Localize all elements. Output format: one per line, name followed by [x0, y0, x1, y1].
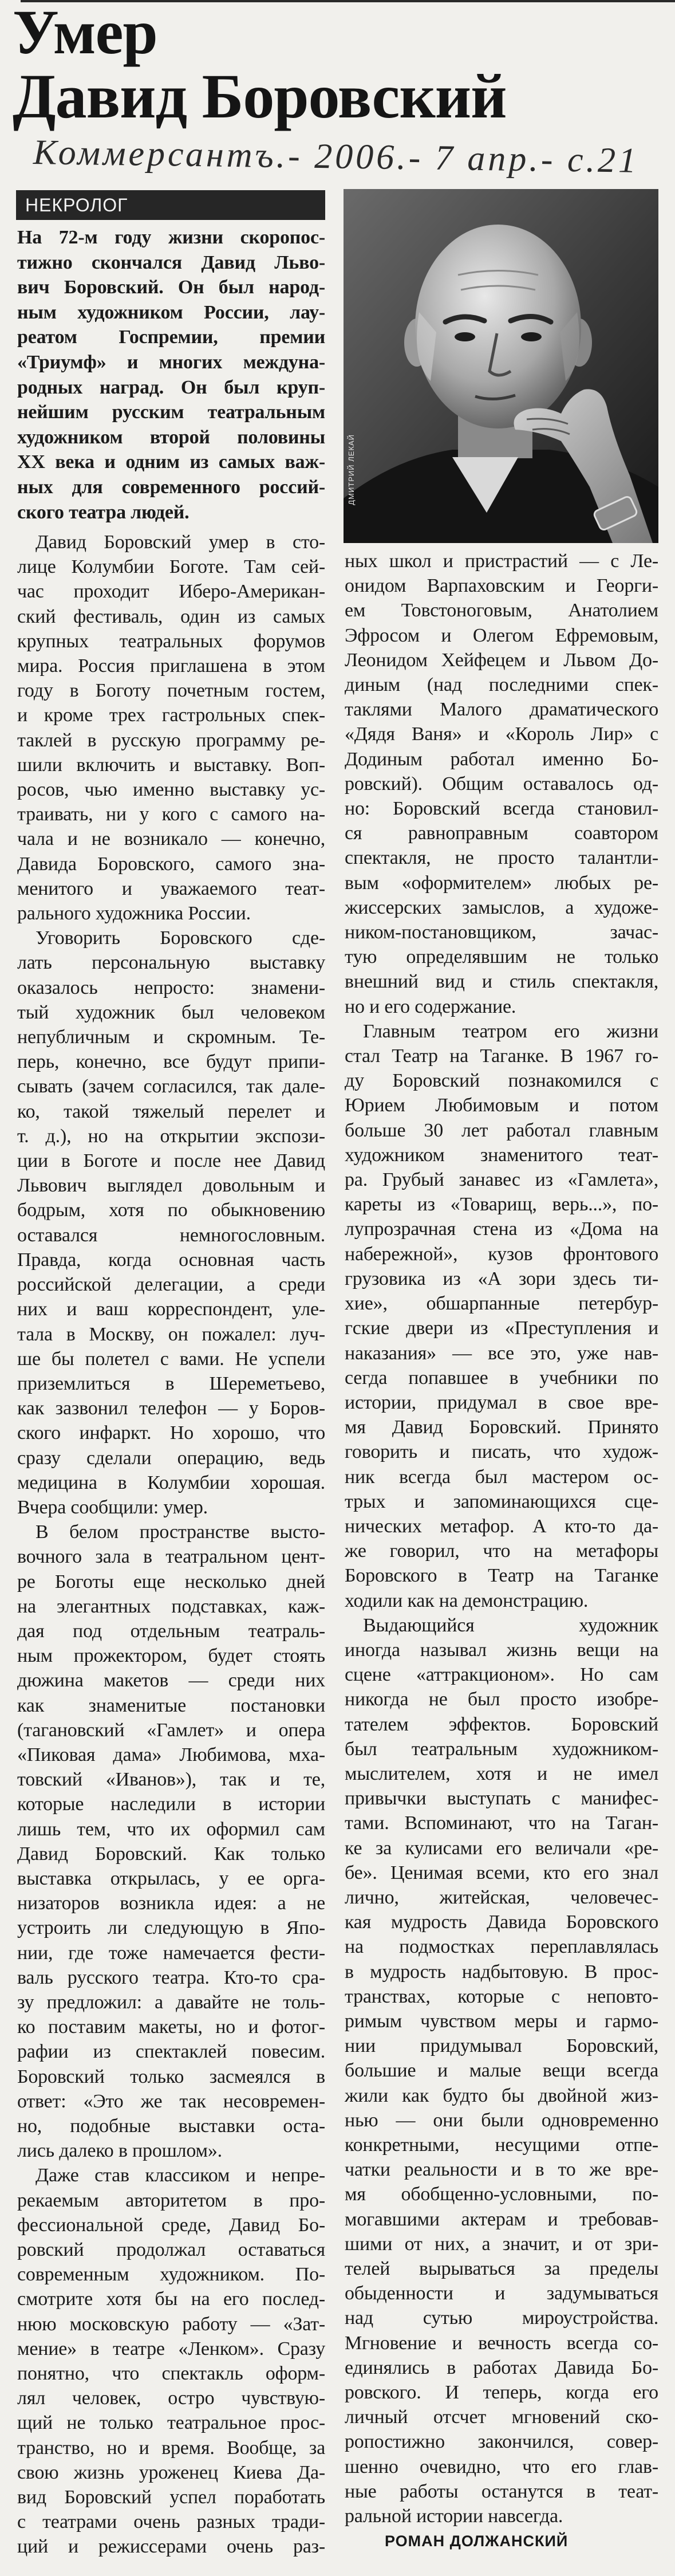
text-line: бе». Ценимая всеми, кто его знал: [345, 1862, 658, 1883]
text-line: бодрым, хотя по обыкновению: [17, 1199, 325, 1221]
text-line: ным прожектором, будет стоять: [17, 1645, 325, 1667]
text-line: Львович выглядел довольным и: [17, 1175, 325, 1197]
text-line: над сутью мироустройства.: [345, 2307, 658, 2329]
text-line: «Триумф» и многих междуна-: [17, 351, 325, 373]
text-line: Правда, когда основная часть: [17, 1249, 325, 1271]
text-line: чатки реальности и в то же вре-: [345, 2159, 658, 2181]
text-line: но, подобные выставки оста-: [17, 2115, 325, 2137]
text-line: сывать (зачем согласился, так дале-: [17, 1076, 325, 1098]
handwritten-citation-note: Коммерсантъ.- 2006.- 7 апр.- с.21: [33, 133, 640, 180]
text-line: реатом Госпремии, премии: [17, 327, 325, 348]
text-line: (тагановский «Гамлет» и опера: [17, 1719, 325, 1741]
text-line: ции в Боготе и после нее Давид: [17, 1150, 325, 1172]
text-line: сегда попавшее в учебники по: [345, 1367, 658, 1389]
text-line: нюю московскую работу — «Зат-: [17, 2313, 325, 2335]
text-line: мя обобщенно-условными, по-: [345, 2184, 658, 2205]
text-line: наказания» — все это, уже нав-: [345, 1342, 658, 1364]
text-line: Главным театром его жизни: [363, 1020, 658, 1042]
text-line: ходили как на демонстрацию.: [345, 1590, 589, 1611]
headline-line-2: Давид Боровский: [13, 61, 507, 131]
text-line: фессиональной среде, Давид Бо-: [17, 2214, 325, 2236]
text-line: ского театра людей.: [17, 501, 190, 523]
text-line: трых и запоминающихся сце-: [345, 1490, 658, 1512]
text-line: ным художником России, лау-: [17, 301, 325, 323]
photo-credit: ДМИТРИЙ ЛЕКАЙ: [347, 434, 356, 505]
text-line: ем Товстоноговым, Анатолием: [345, 600, 658, 622]
text-line: тами. Вспоминают, что на Таган-: [345, 1812, 658, 1834]
text-line: Вчера сообщили: умер.: [17, 1496, 208, 1518]
text-line: ответ: «Это же так несовремен-: [17, 2090, 325, 2112]
text-line: Боровский только засмеялся в: [17, 2066, 325, 2087]
text-line: ра. Грубый занавес из «Гамлета»,: [345, 1169, 658, 1191]
left-column: [17, 530, 325, 2559]
text-line: мение» в театре «Ленком». Сразу: [17, 2338, 325, 2359]
text-line: ского инфаркт. Но хорошо, что: [17, 1422, 325, 1444]
text-line: тый художник был человеком: [17, 1001, 325, 1023]
text-line: тую определявшим не только: [345, 946, 658, 968]
text-line: современным художником. По-: [17, 2264, 325, 2286]
text-line: таклями Малого драматического: [345, 699, 658, 721]
text-line: ре Боготы еще несколько дней: [17, 1571, 325, 1592]
text-line: стал Театр на Таганке. В 1967 го-: [345, 1045, 658, 1067]
text-line: личный отсчет мгновений ско-: [345, 2406, 658, 2428]
text-line: привычки выступать с манифес-: [345, 1788, 658, 1810]
text-line: щий не только театральное прос-: [17, 2412, 325, 2434]
text-line: набережной», кузов фронтового: [345, 1243, 658, 1265]
text-line: выставка открылась, у ее орга-: [17, 1867, 325, 1889]
paragraph: [17, 530, 325, 926]
text-line: лично, житейская, человечес-: [345, 1886, 658, 1908]
text-line: сразу сделали операцию, ведь: [17, 1447, 325, 1469]
text-line: ные работы останутся в теат-: [345, 2480, 658, 2502]
text-line: художником знаменитого теат-: [345, 1144, 658, 1166]
text-line: ных школ и пристрастий — с Ле-: [345, 550, 658, 572]
text-line: нических метафор. А кто-то да-: [345, 1515, 658, 1537]
text-line: лать персональную выставку: [17, 952, 325, 974]
text-line: истории, придумал в свое вре-: [345, 1391, 658, 1413]
text-line: в мудрость надбытовую. В прос-: [345, 1961, 658, 1983]
text-line: на подмостках переплавлялась: [345, 1936, 658, 1958]
text-line: товский «Иванов»), так и те,: [17, 1769, 325, 1791]
paragraph: [345, 549, 658, 1019]
text-line: Додиным работал именно Бо-: [345, 748, 658, 770]
text-line: тателем эффектов. Боровский: [345, 1713, 658, 1735]
text-line: мя Давид Боровский. Принято: [345, 1417, 658, 1438]
text-line: телей вырываться за пределы: [345, 2258, 658, 2280]
text-line: нейшим русским театральным: [17, 402, 325, 423]
text-line: час проходит Иберо-Американ-: [17, 581, 325, 603]
text-line: сцене «аттракционом». Но сам: [345, 1664, 658, 1686]
text-line: больше 30 лет работал главным: [345, 1119, 658, 1141]
paragraph: [17, 2163, 325, 2559]
text-line: Уговорить Боровского сде-: [35, 927, 325, 949]
text-line: перь, конечно, все будут припи-: [17, 1051, 325, 1073]
text-line: Давид Боровский. Как только: [17, 1843, 325, 1865]
text-line: и кроме трех гастрольных спек-: [17, 705, 325, 726]
text-line: смотрите хотя бы на его послед-: [17, 2288, 325, 2310]
text-line: лял человек, остро чувствую-: [17, 2388, 325, 2409]
text-line: траивать, ни у кого с самого на-: [17, 804, 325, 825]
text-line: рафии из спектаклей повесим.: [17, 2041, 325, 2063]
text-line: Боровского в Театр на Таганке: [345, 1565, 658, 1587]
text-line: же говорил, что на метафоры: [345, 1540, 658, 1562]
text-line: был театральным художником-: [345, 1738, 658, 1760]
text-line: Даже став классиком и непре-: [35, 2165, 325, 2186]
text-line: на элегантных подставках, каж-: [17, 1595, 325, 1617]
text-line: «Пиковая дама» Любимова, мха-: [17, 1744, 325, 1765]
text-line: мира. Россия приглашена в этом: [17, 655, 325, 677]
portrait-photo: [344, 189, 658, 543]
text-line: ся равноправным соавтором: [345, 823, 658, 844]
paragraph: [345, 1019, 658, 1613]
portrait-image: [344, 189, 658, 543]
text-line: крупных театральных форумов: [17, 630, 325, 652]
text-line: устроить ли следующую в Япо-: [17, 1917, 325, 1939]
headline: [13, 0, 507, 131]
text-line: т. д.), но на открытии экспози-: [17, 1125, 325, 1147]
text-line: ду Боровский познакомился с: [345, 1070, 658, 1092]
text-line: с театрами очень разных тради-: [17, 2511, 325, 2533]
text-line: римым чувством меры и гармо-: [345, 2010, 658, 2032]
text-line: тала в Москву, он пожалел: луч-: [17, 1323, 325, 1345]
text-line: Леонидом Хейфецем и Львом До-: [345, 649, 658, 671]
text-line: кая мудрость Давида Боровского: [345, 1912, 658, 1933]
text-line: ровский). Общим оставалось од-: [345, 773, 658, 795]
text-line: году в Боготу почетным гостем,: [17, 680, 325, 702]
text-line: ке за кулисами его величали «ре-: [345, 1837, 658, 1859]
text-line: ропостижно закончился, совер-: [345, 2431, 658, 2453]
text-line: вым «оформителем» любых ре-: [345, 872, 658, 894]
text-line: чала и не возникало — конечно,: [17, 828, 325, 850]
text-line: ником-постановщиком, зачас-: [345, 922, 658, 943]
text-line: вочного зала в театральном цент-: [17, 1546, 325, 1568]
text-line: шими от них, а значит, и от зри-: [345, 2233, 658, 2255]
text-line: онидом Варпаховским и Георги-: [345, 575, 658, 597]
text-line: говорить и писать, что худож-: [345, 1441, 658, 1463]
text-line: вид Боровский успел поработать: [17, 2487, 325, 2508]
text-line: «Дядя Ваня» и «Король Лир» с: [345, 723, 658, 745]
text-line: лупрозрачная стена из «Дома на: [345, 1218, 658, 1240]
text-line: кареты из «Товарищ, верь...», по-: [345, 1194, 658, 1216]
lead-paragraph: [17, 225, 325, 525]
text-line: Эфросом и Олегом Ефремовым,: [345, 624, 658, 646]
text-line: как знаменитые постановки: [17, 1694, 325, 1716]
text-line: Мгновение и вечность всегда со-: [345, 2332, 658, 2354]
right-column: [345, 549, 658, 2554]
paragraph: [17, 926, 325, 1520]
text-line: свою жизнь уроженец Киева Да-: [17, 2461, 325, 2483]
text-line: XX века и одним из самых важ-: [17, 451, 325, 473]
text-line: понятно, что спектакль оформ-: [17, 2363, 325, 2385]
text-line: Давида Боровского, самого зна-: [17, 853, 325, 875]
text-line: них и ваш корреспондент, уле-: [17, 1299, 325, 1320]
text-line: валь русского театра. Кто-то сра-: [17, 1967, 325, 1988]
text-line: приземлиться в Шереметьево,: [17, 1372, 325, 1394]
text-line: тижно скончался Давид Льво-: [17, 251, 325, 273]
text-line: транствах, которые с неповто-: [345, 1985, 658, 2007]
text-line: лишь тем, что их оформил сам: [17, 1818, 325, 1840]
rubric-label: НЕКРОЛОГ: [16, 190, 325, 220]
text-line: диным (над последними спек-: [345, 674, 658, 696]
text-line: менитого и уважаемого теат-: [17, 878, 325, 899]
paragraph: [17, 1520, 325, 2163]
text-line: шили включить и выставку. Воп-: [17, 754, 325, 776]
text-line: Выдающийся художник: [363, 1614, 658, 1636]
text-line: нью — они были одновременно: [345, 2109, 658, 2131]
text-line: рального художника России.: [17, 903, 251, 925]
text-line: художником второй половины: [17, 426, 325, 448]
text-line: лице Колумбии Боготе. Там сей-: [17, 556, 325, 578]
text-line: как зазвонил телефон — у Боров-: [17, 1398, 325, 1419]
author-byline: РОМАН ДОЛЖАНСКИЙ: [385, 2532, 569, 2550]
text-line: которые наследили в истории: [17, 1794, 325, 1815]
text-line: ко, такой тяжелый перелет и: [17, 1100, 325, 1122]
text-line: шенно очевидно, что его глав-: [345, 2456, 658, 2477]
text-line: дюжина макетов — среди них: [17, 1670, 325, 1692]
text-line: гские двери из «Преступления и: [345, 1318, 658, 1339]
paragraph: [345, 1613, 658, 2529]
text-line: низаторов возникла идея: а не: [17, 1893, 325, 1914]
text-line: иногда называл жизнь вещи на: [345, 1639, 658, 1661]
text-line: нии, где тоже намечается фести-: [17, 1942, 325, 1964]
text-line: могавшими актерам и требовав-: [345, 2208, 658, 2230]
text-line: оставался немногословным.: [17, 1224, 325, 1246]
text-line: На 72-м году жизни скоропос-: [17, 227, 325, 248]
text-line: никогда не был просто изобре-: [345, 1689, 658, 1710]
text-line: но: Боровский всегда становил-: [345, 798, 658, 820]
text-line: внешний вид и стиль спектакля,: [345, 971, 658, 993]
text-line: таклей в русскую программу ре-: [17, 729, 325, 751]
text-line: конкретными, несущими отпе-: [345, 2134, 658, 2156]
text-line: большие и малые вещи всегда: [345, 2060, 658, 2082]
text-line: хие», обшарпанные петербур-: [345, 1293, 658, 1315]
text-line: грузовика из «А зори здесь ти-: [345, 1268, 658, 1289]
text-line: ский фестиваль, один из самых: [17, 605, 325, 627]
text-line: единялись в работах Давида Бо-: [345, 2357, 658, 2378]
text-line: непубличным и скромным. Те-: [17, 1027, 325, 1048]
headline-line-1: Умер: [13, 0, 157, 67]
text-line: родных наград. Он был круп-: [17, 376, 325, 398]
text-line: В белом пространстве высто-: [35, 1521, 325, 1543]
text-line: ных для современного россий-: [17, 476, 325, 498]
text-line: зу предложил: а давайте не толь-: [17, 1991, 325, 2013]
text-line: ций и режиссерами очень раз-: [17, 2536, 325, 2558]
text-line: ровского. И теперь, когда его: [345, 2382, 658, 2404]
text-line: вич Боровский. Он был народ-: [17, 277, 325, 298]
text-line: ровский продолжал оставаться: [17, 2239, 325, 2261]
text-line: ральной истории навсегда.: [345, 2506, 563, 2527]
text-line: Юрием Любимовым и потом: [345, 1095, 658, 1116]
text-line: Давид Боровский умер в сто-: [35, 532, 325, 553]
text-line: оказалось непросто: знамени-: [17, 977, 325, 998]
text-line: жиссерских замыслов, а художе-: [345, 896, 658, 918]
text-line: российской делегации, а среди: [17, 1274, 325, 1296]
text-line: дая под отдельным театраль-: [17, 1620, 325, 1642]
text-line: ник всегда был мастером ос-: [345, 1466, 658, 1488]
text-line: ко поставим макеты, но и фотог-: [17, 2016, 325, 2038]
text-line: росов, чью именно выставку ус-: [17, 779, 325, 801]
text-line: транство, но и время. Вообще, за: [17, 2437, 325, 2459]
text-line: обыденности и задумываться: [345, 2283, 658, 2304]
text-line: ше бы полетел с вами. Не успели: [17, 1348, 325, 1370]
text-line: лись далеко в прошлом».: [17, 2140, 222, 2162]
text-line: мыслителем, хотя и не имел: [345, 1763, 658, 1784]
text-line: медицина в Колумбии хорошая.: [17, 1472, 325, 1493]
text-line: жили как будто бы двойной жиз-: [345, 2085, 658, 2106]
text-line: нии придумывал Боровский,: [345, 2035, 658, 2057]
text-line: но и его содержание.: [345, 996, 516, 1017]
text-line: рекаемым авторитетом в про-: [17, 2189, 325, 2211]
text-line: спектакля, не просто талантли-: [345, 847, 658, 869]
